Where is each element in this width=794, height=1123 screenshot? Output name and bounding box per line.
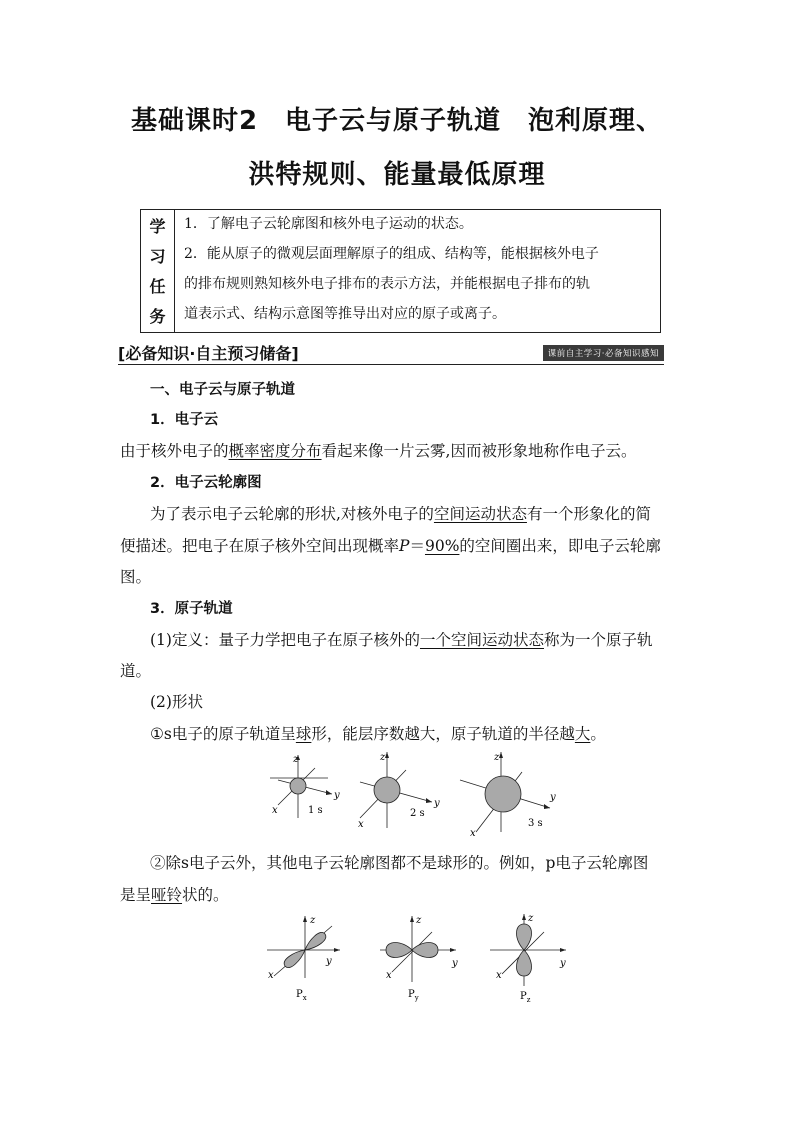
- underlined-term: 概率密度分布: [228, 442, 322, 460]
- axis-z-label: z: [380, 752, 386, 763]
- paragraph-p-orbital-line2: [120, 885, 229, 905]
- s-orbital-1s: [270, 754, 340, 818]
- s-orbital-figure: [260, 750, 560, 840]
- orbital-label-pz: $P_z$: [520, 991, 531, 1004]
- axis-z-label: z: [310, 915, 316, 926]
- p-orbital-px: [267, 915, 340, 1002]
- paragraph-contour-line1: [150, 504, 651, 524]
- axis-z-label: z: [416, 915, 422, 926]
- goal-line: 道表示式、结构示意图等推导出对应的原子或离子。: [184, 306, 506, 322]
- p-orbital-figure: [262, 912, 572, 1004]
- underlined-term: 90%: [424, 537, 460, 555]
- text: 看起来像一片云雾,因而被形象地称作电子云。: [321, 442, 637, 460]
- text: 状的。: [182, 886, 229, 904]
- underlined-term: 空间运动状态: [433, 505, 527, 523]
- learning-goals-box: [140, 209, 661, 333]
- heading-1-2: 2．电子云轮廓图: [150, 475, 262, 491]
- paragraph-definition-line1: [150, 630, 653, 650]
- goal-label-char: 学: [149, 217, 166, 236]
- goal-label-char: 习: [149, 247, 166, 266]
- orbital-label-3s: 3 s: [528, 818, 543, 829]
- section-tag: 课前自主学习·必备知识感知: [543, 345, 664, 361]
- underlined-term: 一个空间运动状态: [419, 631, 544, 649]
- goal-label-char: 任: [149, 277, 166, 296]
- axis-y-label: y: [550, 792, 556, 803]
- paragraph-p-orbital-line1: ②除s电子云外，其他电子云轮廓图都不是球形的。例如，p电子云轮廓图: [150, 854, 649, 872]
- paragraph-s-orbital: [150, 724, 606, 744]
- text: 便描述。把电子在原子核外空间出现概率: [120, 537, 400, 555]
- section-title: [必备知识·自主预习储备]: [118, 344, 299, 363]
- text: 由于核外电子的: [120, 442, 229, 460]
- s-orbital-2s: [358, 752, 440, 830]
- axis-x-label: x: [386, 970, 392, 981]
- text: 为了表示电子云轮廓的形状,对核外电子的: [150, 505, 434, 523]
- orbital-label-1s: 1 s: [308, 805, 323, 816]
- axis-y-label: y: [452, 958, 458, 969]
- underlined-term: 哑铃: [151, 886, 183, 904]
- paragraph-definition-line2: 道。: [120, 662, 152, 680]
- axis-y-label: y: [334, 790, 340, 801]
- heading-1-1: 1．电子云: [150, 412, 219, 428]
- heading-1-3: 3．原子轨道: [150, 601, 233, 617]
- text: 的空间圈出来，即电子云轮廓: [459, 537, 661, 555]
- text: 。: [590, 725, 606, 743]
- axis-y-label: y: [560, 958, 566, 969]
- page-title-line2: 洪特规则、能量最低原理: [248, 160, 546, 190]
- text: 称为一个原子轨: [543, 631, 653, 649]
- paragraph-shape: (2)形状: [150, 693, 203, 711]
- heading-1: 一、电子云与原子轨道: [150, 382, 295, 398]
- text: 有一个形象化的简: [526, 505, 651, 523]
- p-orbital-py: [380, 915, 458, 1002]
- variable-p: P: [399, 537, 410, 555]
- section-header-bar: [118, 340, 664, 365]
- goal-line: 2．能从原子的微观层面理解原子的组成、结构等，能根据核外电子: [184, 246, 599, 262]
- text: 是呈: [120, 886, 152, 904]
- orbital-label-2s: 2 s: [410, 808, 425, 819]
- underlined-term: 球: [295, 725, 312, 743]
- paragraph-contour-line3: 图。: [120, 568, 152, 586]
- goal-line: 1．了解电子云轮廓图和核外电子运动的状态。: [184, 216, 473, 232]
- text: ＝: [409, 537, 425, 555]
- learning-goals-label: [141, 210, 175, 332]
- axis-x-label: x: [358, 819, 364, 830]
- axis-y-label: y: [326, 956, 332, 967]
- orbital-label-px: $P_x$: [296, 989, 307, 1002]
- axis-x-label: x: [272, 805, 278, 816]
- axis-z-label: z: [528, 913, 534, 924]
- axis-z-label: z: [293, 754, 299, 765]
- axis-x-label: x: [496, 970, 502, 981]
- text: ①s电子的原子轨道呈: [150, 725, 296, 743]
- paragraph-electron-cloud: [120, 441, 636, 461]
- p-orbital-pz: [490, 913, 566, 1004]
- orbital-label-py: $P_y$: [408, 989, 419, 1002]
- axis-x-label: x: [268, 970, 274, 981]
- axis-z-label: z: [494, 752, 500, 763]
- text: (1)定义：量子力学把电子在原子核外的: [150, 631, 420, 649]
- goal-label-char: 务: [149, 307, 166, 326]
- underlined-term: 大: [574, 725, 591, 743]
- text: 形，能层序数越大，原子轨道的半径越: [311, 725, 575, 743]
- axis-x-label: x: [470, 828, 476, 839]
- axis-y-label: y: [434, 798, 440, 809]
- goal-line: 的排布规则熟知核外电子排布的表示方法，并能根据电子排布的轨: [184, 276, 590, 292]
- page-title-line1: 基础课时2 电子云与原子轨道 泡利原理、: [130, 106, 664, 136]
- s-orbital-3s: [460, 752, 556, 839]
- paragraph-contour-line2: [120, 536, 661, 556]
